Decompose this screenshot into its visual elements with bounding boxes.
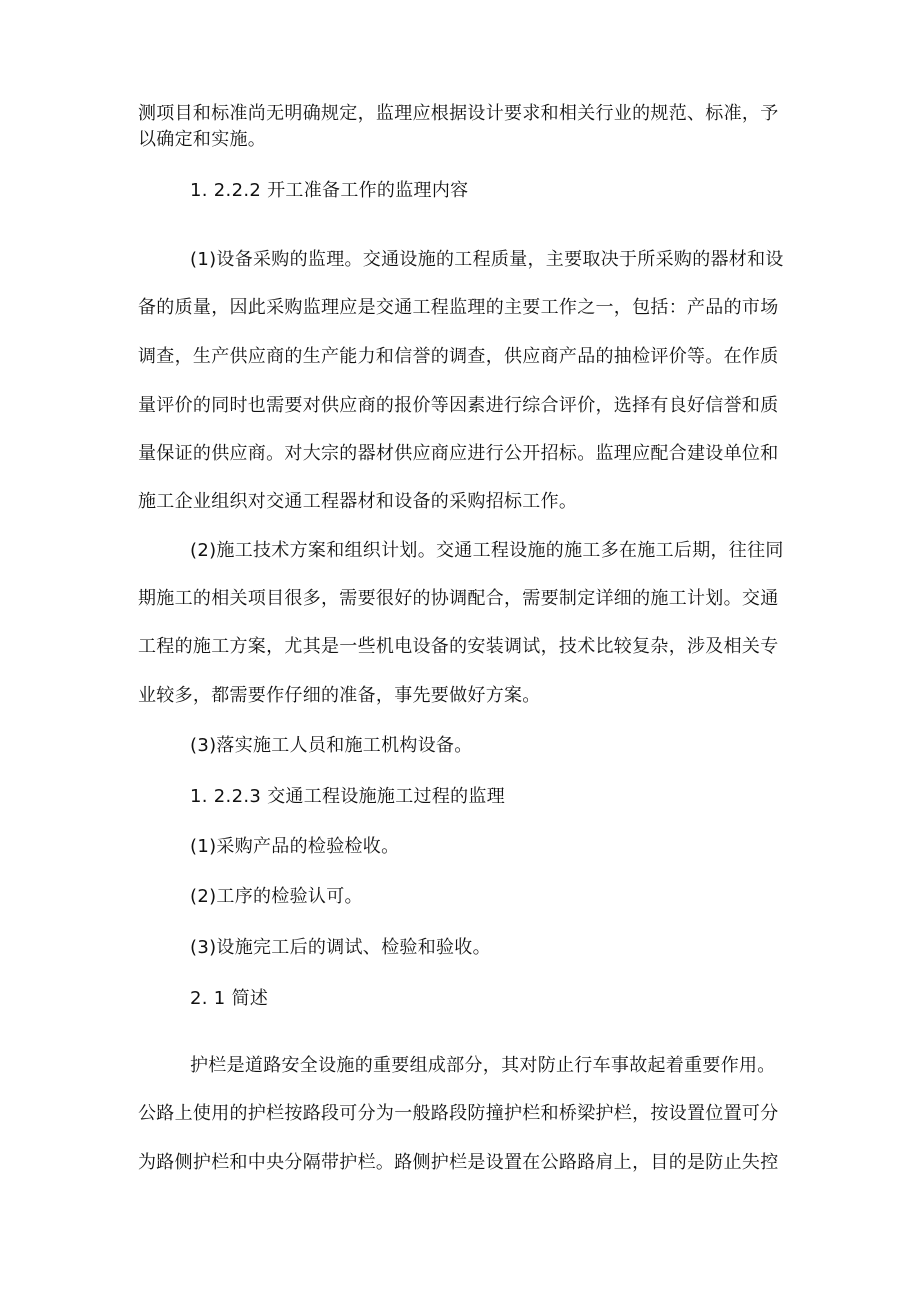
list-item: (1)采购产品的检验检收。: [190, 836, 400, 857]
text-line: 为路侧护栏和中央分隔带护栏。路侧护栏是设置在公路路肩上，目的是防止失控: [138, 1152, 779, 1173]
text-line: 业较多，都需要作仔细的准备，事先要做好方案。: [138, 685, 541, 706]
text-line: 以确定和实施。: [138, 129, 267, 150]
text-line: 量评价的同时也需要对供应商的报价等因素进行综合评价，选择有良好信誉和质: [138, 395, 779, 416]
section-heading: 1. 2.2.2 开工准备工作的监理内容: [190, 180, 469, 201]
list-item: (2)工序的检验认可。: [190, 886, 363, 907]
text-line: 测项目和标准尚无明确规定，监理应根据设计要求和相关行业的规范、标准，予: [138, 103, 779, 124]
text-line: (2)施工技术方案和组织计划。交通工程设施的施工多在施工后期，往往同: [190, 540, 784, 561]
list-item: (3)设施完工后的调试、检验和验收。: [190, 937, 491, 958]
text-line: 备的质量，因此采购监理应是交通工程监理的主要工作之一，包括：产品的市场: [138, 297, 779, 318]
text-line: 护栏是道路安全设施的重要组成部分，其对防止行车事故起着重要作用。: [190, 1055, 776, 1076]
text-line: (1)设备采购的监理。交通设施的工程质量，主要取决于所采购的器材和设: [190, 249, 784, 270]
text-line: 期施工的相关项目很多，需要很好的协调配合，需要制定详细的施工计划。交通: [138, 588, 779, 609]
text-line: 公路上使用的护栏按路段可分为一般路段防撞护栏和桥梁护栏，按设置位置可分: [138, 1103, 779, 1124]
text-line: 量保证的供应商。对大宗的器材供应商应进行公开招标。监理应配合建设单位和: [138, 443, 779, 464]
text-line: (3)落实施工人员和施工机构设备。: [190, 735, 473, 756]
text-line: 工程的施工方案，尤其是一些机电设备的安装调试，技术比较复杂，涉及相关专: [138, 636, 779, 657]
text-line: 施工企业组织对交通工程器材和设备的采购招标工作。: [138, 491, 578, 512]
text-line: 调查，生产供应商的生产能力和信誉的调查，供应商产品的抽检评价等。在作质: [138, 346, 779, 367]
section-heading: 1. 2.2.3 交通工程设施施工过程的监理: [190, 786, 506, 807]
section-heading: 2. 1 简述: [190, 988, 269, 1009]
